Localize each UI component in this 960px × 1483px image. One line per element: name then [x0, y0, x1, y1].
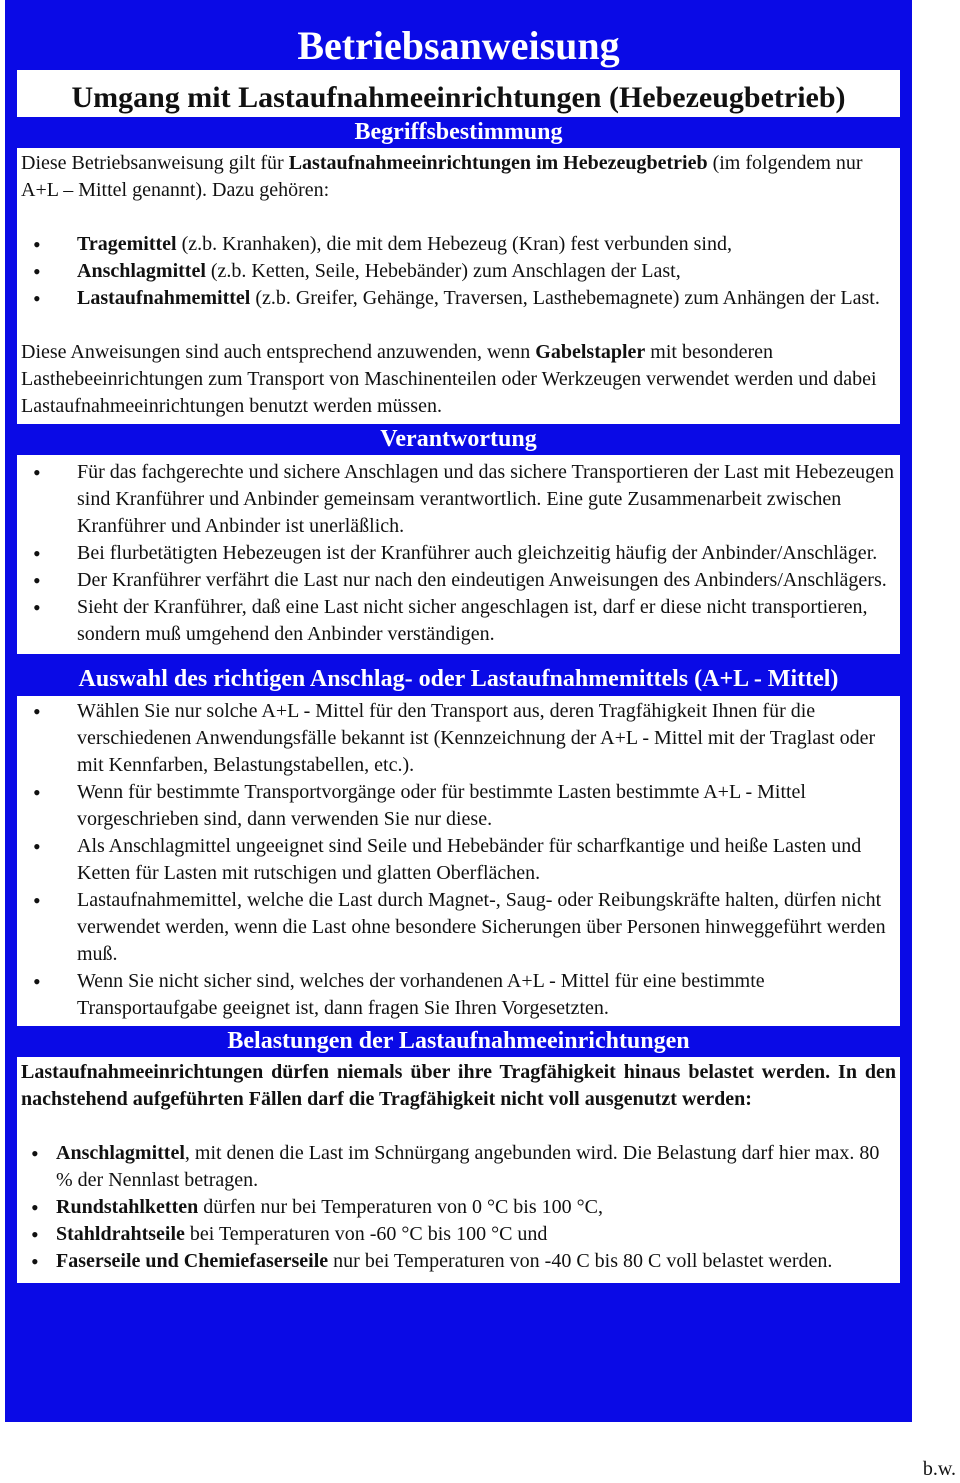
list-item: • Wenn für bestimmte Transportvorgänge oder für bestimmte Lasten bestimmte A+L - Mittel vorgeschrieben sind, dann verwenden Sie nur diese. — [21, 779, 896, 833]
document-subtitle: Umgang mit Lastaufnahmeeinrichtungen (Hebezeugbetrieb) — [17, 70, 900, 117]
list-item — [21, 1248, 896, 1275]
bold-text: Gabelstapler — [535, 341, 646, 363]
section-verantwortung — [17, 455, 900, 654]
list-item — [21, 1140, 896, 1194]
intro-paragraph: Lastaufnahmeeinrichtungen dürfen niemals über ihre Tragfähigkeit hinaus belastet werden. In den nachstehend aufgeführten Fällen darf die Tragfähigkeit nicht voll ausgenutzt werden: — [21, 1061, 896, 1110]
text: (z.b. Ketten, Seile, Hebebänder) zum Anschlagen der Last, — [205, 260, 681, 282]
list-item — [21, 285, 896, 312]
section-auswahl — [17, 696, 900, 1026]
bold-text: Anschlagmittel — [56, 1142, 185, 1164]
bold-text: Rundstahlketten — [56, 1196, 199, 1218]
bold-text: Faserseile und Chemiefaserseile — [56, 1250, 329, 1272]
text: (im folgendem nur A+L – Mittel genannt). Dazu gehören: — [21, 152, 863, 201]
text: (z.b. Kranhaken), die mit dem Hebezeug (Kran) fest verbunden sind, — [176, 233, 732, 255]
text: dürfen nur bei Temperaturen von 0 °C bis 100 °C, — [198, 1196, 603, 1218]
section-heading-verantwortung: Verantwortung — [380, 426, 537, 452]
list-item — [21, 1221, 896, 1248]
section-heading-auswahl: Auswahl des richtigen Anschlag- oder Lastaufnahmemittels (A+L - Mittel) — [78, 666, 839, 692]
list-item: • Lastaufnahmemittel, welche die Last durch Magnet-, Saug- oder Reibungskräfte halten, dürfen nicht verwendet werden, wenn die Last ohne besondere Sicherungen über Personen hinweggeführt werden muß. — [21, 887, 896, 968]
list-item: • Sieht der Kranführer, daß eine Last nicht sicher angeschlagen ist, darf er diese nicht transportieren, sondern muß umgehend den Anbinder verständigen. — [21, 594, 896, 648]
list-item: • Wählen Sie nur solche A+L - Mittel für den Transport aus, deren Tragfähigkeit Ihnen für die verschiedenen Anwendungsfälle bekannt ist (Kennzeichnung der A+L - Mittel mit der Traglast oder mit Kennfarben, Belastungstabellen, etc.). — [21, 698, 896, 779]
text: Diese Anweisungen sind auch entsprechend anzuwenden, wenn — [21, 341, 536, 363]
list-item: • Für das fachgerechte und sichere Anschlagen und das sichere Transportieren der Last mit Hebezeugen sind Kranführer und Anbinder gemeinsam verantwortlich. Eine gute Zusammenarbeit zwischen Kranführer und Anbinder ist unerläßlich. — [21, 459, 896, 540]
bold-text: Lastaufnahmeeinrichtungen im Hebezeugbetrieb — [288, 152, 708, 174]
text: mit besonderen Lasthebeeinrichtungen zum Transport von Maschinenteilen oder Werkzeugen verwendet werden und dabei Lastaufnahmeeinrichtungen benutzt werden müssen. — [21, 341, 877, 417]
list-item: • Bei flurbetätigten Hebezeugen ist der Kranführer auch gleichzeitig häufig der Anbinder/Anschläger. — [21, 540, 896, 567]
text: nur bei Temperaturen von -40 C bis 80 C voll belastet werden. — [328, 1250, 833, 1272]
bold-text: Stahldrahtseile — [56, 1223, 185, 1245]
text: (z.b. Greifer, Gehänge, Traversen, Lasthebemagnete) zum Anhängen der Last. — [250, 287, 880, 309]
component-list — [21, 231, 896, 312]
intro-paragraph — [21, 150, 896, 204]
bold-text: Lastaufnahmemittel — [77, 287, 251, 309]
section-heading-begriffsbestimmung: Begriffsbestimmung — [354, 119, 563, 145]
text: Diese Betriebsanweisung gilt für — [21, 152, 289, 174]
section-heading-belastungen: Belastungen der Lastaufnahmeeinrichtungen — [227, 1028, 690, 1054]
text: , mit denen die Last im Schnürgang angebunden wird. Die Belastung darf hier max. 80 % der Nennlast betragen. — [56, 1142, 880, 1191]
document-frame — [5, 0, 912, 1422]
list-item: • Der Kranführer verfährt die Last nur nach den eindeutigen Anweisungen des Anbinders/Anschlägers. — [21, 567, 896, 594]
section-begriffsbestimmung — [17, 148, 900, 424]
text: bei Temperaturen von -60 °C bis 100 °C und — [184, 1223, 548, 1245]
document-title: Betriebsanweisung — [297, 23, 620, 68]
bold-text: Tragemittel — [77, 233, 177, 255]
bold-text: Anschlagmittel — [77, 260, 206, 282]
list-item — [21, 231, 896, 258]
outro-paragraph — [21, 339, 896, 420]
list-item: • Wenn Sie nicht sicher sind, welches der vorhandenen A+L - Mittel für eine bestimmte Transportaufgabe geeignet ist, dann fragen Sie Ihren Vorgesetzten. — [21, 968, 896, 1022]
list-item — [21, 258, 896, 285]
list-item — [21, 1194, 896, 1221]
list-item: • Als Anschlagmittel ungeeignet sind Seile und Hebebänder für scharfkantige und heiße Lasten und Ketten für Lasten mit rutschigen und glatten Oberflächen. — [21, 833, 896, 887]
section-belastungen — [17, 1057, 900, 1283]
page-turn-note: b.w. — [922, 1458, 956, 1480]
